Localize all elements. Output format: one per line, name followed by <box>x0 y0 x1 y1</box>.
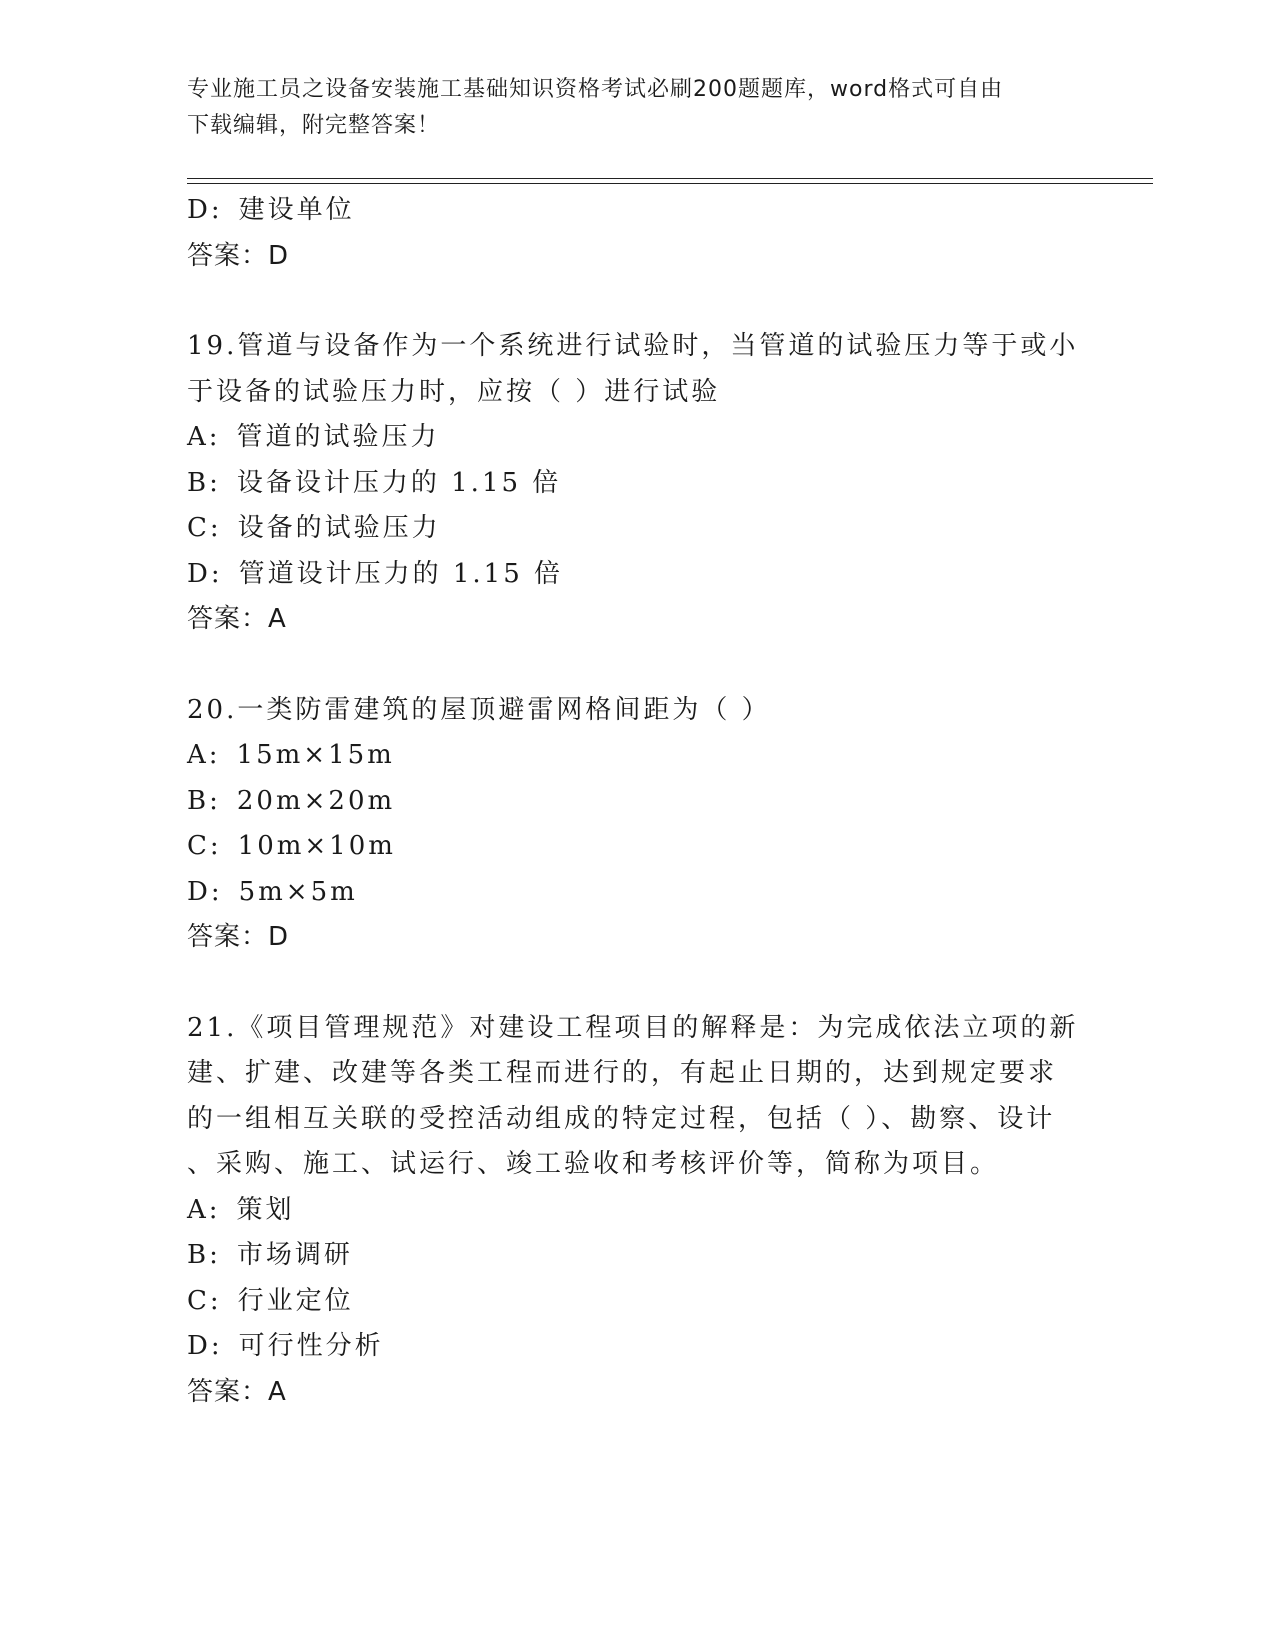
option-text: 设备的试验压力 <box>237 513 441 543</box>
option-c <box>187 824 1087 870</box>
option-key: D: <box>187 1331 223 1361</box>
option-d <box>187 188 1087 234</box>
question-stem-line: 于设备的试验压力时，应按（ ）进行试验 <box>187 376 721 407</box>
header-divider-top <box>187 178 1153 179</box>
option-key: C: <box>187 1285 222 1316</box>
option-d <box>187 1324 1087 1370</box>
option-text: 可行性分析 <box>238 1331 384 1361</box>
header-title-line-1: 专业施工员之设备安装施工基础知识资格考试必刷200题题库，word格式可自由 <box>187 77 1004 102</box>
question-19 <box>187 324 1087 643</box>
option-b <box>187 779 1087 825</box>
answer-line: 答案：A <box>187 1376 287 1407</box>
question-21 <box>187 1006 1087 1416</box>
previous-question-tail <box>187 188 1087 279</box>
document-header <box>187 72 1067 144</box>
question-stem-line: 21.《项目管理规范》对建设工程项目的解释是：为完成依法立项的新 <box>187 1012 1079 1043</box>
option-c <box>187 506 1087 552</box>
question-stem-line: 建、扩建、改建等各类工程而进行的，有起止日期的，达到规定要求 <box>187 1058 1058 1088</box>
option-d <box>187 870 1087 916</box>
option-a <box>187 415 1087 461</box>
option-text: 设备设计压力的 1.15 倍 <box>236 467 562 498</box>
answer-line: 答案：D <box>187 240 290 271</box>
option-b <box>187 1233 1087 1279</box>
option-key: A: <box>187 422 221 452</box>
option-text: 行业定位 <box>237 1285 354 1316</box>
option-text: 市场调研 <box>236 1240 353 1270</box>
option-text: 建设单位 <box>238 195 355 225</box>
option-b <box>187 461 1087 507</box>
question-stem-line: 的一组相互关联的受控活动组成的特定过程，包括（ ）、勘察、设计 <box>187 1103 1056 1134</box>
option-key: A: <box>187 1194 221 1225</box>
option-text: 15m×15m <box>236 740 395 770</box>
header-divider-bottom <box>187 183 1153 184</box>
option-a <box>187 1188 1087 1234</box>
option-key: B: <box>187 785 221 816</box>
question-20 <box>187 688 1087 961</box>
option-text: 20m×20m <box>236 785 396 816</box>
option-d <box>187 552 1087 598</box>
question-stem-line: 19.管道与设备作为一个系统进行试验时，当管道的试验压力等于或小 <box>187 331 1079 361</box>
option-c <box>187 1279 1087 1325</box>
option-key: C: <box>187 513 222 543</box>
option-a <box>187 733 1087 779</box>
question-list <box>187 188 1087 1415</box>
option-text: 5m×5m <box>238 876 358 907</box>
option-key: B: <box>187 467 221 498</box>
option-text: 策划 <box>236 1194 295 1225</box>
answer-line: 答案：A <box>187 604 287 634</box>
option-key: D: <box>187 876 223 907</box>
option-key: B: <box>187 1240 221 1270</box>
option-key: C: <box>187 831 222 861</box>
header-title-line-2: 下载编辑，附完整答案！ <box>187 113 441 138</box>
option-key: D: <box>187 558 223 589</box>
option-key: D: <box>187 195 223 225</box>
option-text: 10m×10m <box>237 831 396 861</box>
answer-line: 答案：D <box>187 922 290 952</box>
question-stem-line: 、采购、施工、试运行、竣工验收和考核评价等，简称为项目。 <box>187 1149 1000 1179</box>
option-text: 管道设计压力的 1.15 倍 <box>238 558 564 589</box>
option-key: A: <box>187 740 221 770</box>
option-text: 管道的试验压力 <box>236 422 440 452</box>
question-stem-line: 20.一类防雷建筑的屋顶避雷网格间距为（ ） <box>187 694 771 725</box>
